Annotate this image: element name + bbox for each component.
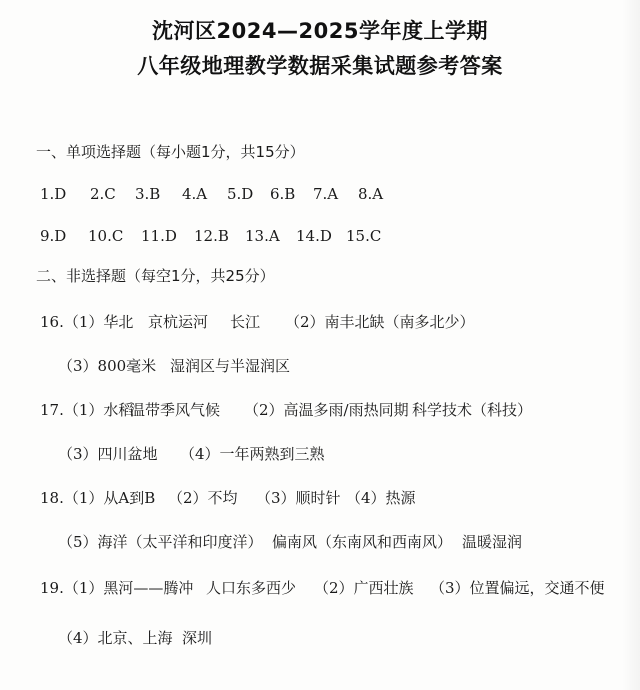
answer-item: 18.（1）从A到B	[40, 489, 156, 507]
answer-item: （4）一年两熟到三熟	[180, 445, 325, 463]
answer-item: （2）广西壮族	[314, 579, 414, 597]
answer-item: 10.C	[88, 227, 124, 245]
answer-item: （4）热源	[346, 489, 416, 507]
answer-item: 1.D	[40, 185, 67, 203]
answer-item: 8.A	[358, 185, 384, 203]
answer-item: （2）南丰北缺（南多北少）	[285, 313, 475, 331]
answer-item: （2）高温多雨/雨热同期	[244, 401, 409, 419]
answer-item: 京杭运河	[148, 313, 209, 331]
answer-item: 科学技术（科技）	[412, 401, 533, 419]
answer-item: 11.D	[141, 227, 177, 245]
answer-item: 16.（1）华北	[40, 313, 134, 331]
answer-item: 3.B	[135, 185, 161, 203]
answer-item: 13.A	[245, 227, 280, 245]
answer-item: 深圳	[182, 629, 213, 647]
page-title-line2: 八年级地理教学数据采集试题参考答案	[137, 54, 503, 78]
answer-item: 9.D	[40, 227, 67, 245]
answer-item: 7.A	[313, 185, 339, 203]
answer-item: （3）顺时针	[256, 489, 341, 507]
answer-item: 12.B	[194, 227, 229, 245]
answer-item: 4.A	[182, 185, 208, 203]
answer-item: 15.C	[346, 227, 382, 245]
section2-heading: 二、非选择题（每空1分，共25分）	[36, 267, 275, 285]
answer-item: 14.D	[296, 227, 332, 245]
answer-item: 温带季风气候	[130, 401, 221, 419]
answer-item: 19.（1）黑河——腾冲	[40, 579, 194, 597]
page-title-line1: 沈河区2024—2025学年度上学期	[152, 19, 488, 43]
answer-item: （3）位置偏远，交通不便	[430, 579, 605, 597]
answer-item: 偏南风（东南风和西南风）	[272, 533, 453, 551]
answer-item: 5.D	[227, 185, 254, 203]
answer-item: 2.C	[90, 185, 116, 203]
answer-item: （4）北京、上海	[58, 629, 173, 647]
answer-item: （5）海洋（太平洋和印度洋）	[58, 533, 263, 551]
answer-item: 人口东多西少	[206, 579, 297, 597]
answer-item: 湿润区与半湿润区	[170, 357, 291, 375]
answer-item: （3）四川盆地	[58, 445, 158, 463]
answer-item: （2）不均	[168, 489, 238, 507]
answer-item: 6.B	[270, 185, 296, 203]
section1-heading: 一、单项选择题（每小题1分，共15分）	[36, 143, 305, 161]
answer-item: （3）800毫米	[58, 357, 157, 375]
answer-item: 温暖湿润	[462, 533, 523, 551]
answer-item: 长江	[230, 313, 261, 331]
answer-item: 17.（1）水稻	[40, 401, 134, 419]
page-edge-shadow	[622, 0, 640, 690]
